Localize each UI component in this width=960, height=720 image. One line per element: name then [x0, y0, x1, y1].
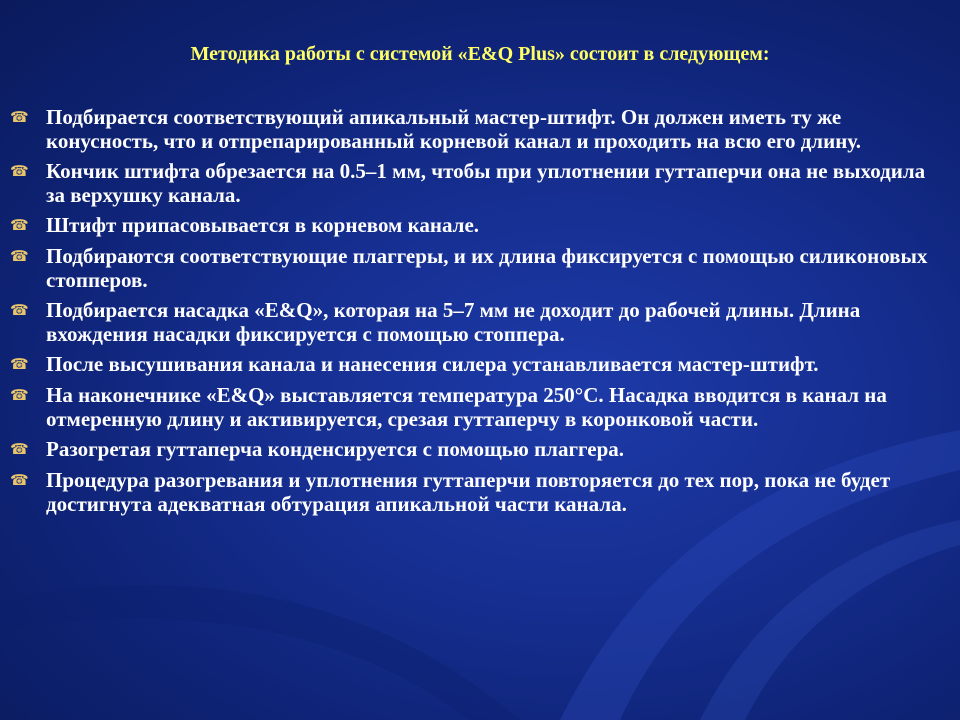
list-item-text: Кончик штифта обрезается на 0.5–1 мм, чтобы при уплотнении гуттаперчи она не выходила за верхушку канала.: [46, 159, 926, 207]
list-item: [10, 352, 950, 377]
list-item: [10, 244, 950, 292]
list-item: [10, 437, 950, 462]
telephone-icon: ☎: [10, 218, 29, 234]
list-item-text: Штифт припасовывается в корневом канале.: [46, 213, 480, 237]
telephone-icon: ☎: [10, 303, 29, 319]
list-item-text: Разогретая гуттаперча конденсируется с помощью плаггера.: [46, 437, 625, 461]
slide-title: Методика работы с системой «E&Q Plus» состоит в следующем:: [190, 43, 770, 65]
telephone-icon: ☎: [10, 442, 29, 458]
telephone-icon: ☎: [10, 388, 29, 404]
telephone-icon: ☎: [10, 164, 29, 180]
list-item-text: Процедура разогревания и уплотнения гуттаперчи повторяется до тех пор, пока не будет достигнута адекватная обтурация апикальной части канала.: [46, 468, 891, 516]
list-item: [10, 159, 950, 207]
list-item-text: На наконечнике «E&Q» выставляется температура 250°С. Насадка вводится в канал на отмеренную длину и активируется, срезая гуттаперчу в коронковой части.: [46, 383, 887, 431]
list-item: [10, 298, 950, 346]
list-item: [10, 383, 950, 431]
list-item-text: После высушивания канала и нанесения силера устанавливается мастер-штифт.: [46, 352, 819, 376]
telephone-icon: ☎: [10, 473, 29, 489]
list-item: [10, 213, 950, 238]
telephone-icon: ☎: [10, 357, 29, 373]
bullet-list: [10, 105, 950, 522]
telephone-icon: ☎: [10, 249, 29, 265]
telephone-icon: ☎: [10, 110, 29, 126]
list-item: [10, 468, 950, 516]
list-item: [10, 105, 950, 153]
list-item-text: Подбирается насадка «E&Q», которая на 5–7 мм не доходит до рабочей длины. Длина вхождения насадки фиксируется с помощью стоппера.: [46, 298, 861, 346]
list-item-text: Подбирается соответствующий апикальный мастер-штифт. Он должен иметь ту же конусность, что и отпрепарированный корневой канал и проходить на всю его длину.: [46, 105, 861, 153]
list-item-text: Подбираются соответствующие плаггеры, и их длина фиксируется с помощью силиконовых стопперов.: [46, 244, 928, 292]
